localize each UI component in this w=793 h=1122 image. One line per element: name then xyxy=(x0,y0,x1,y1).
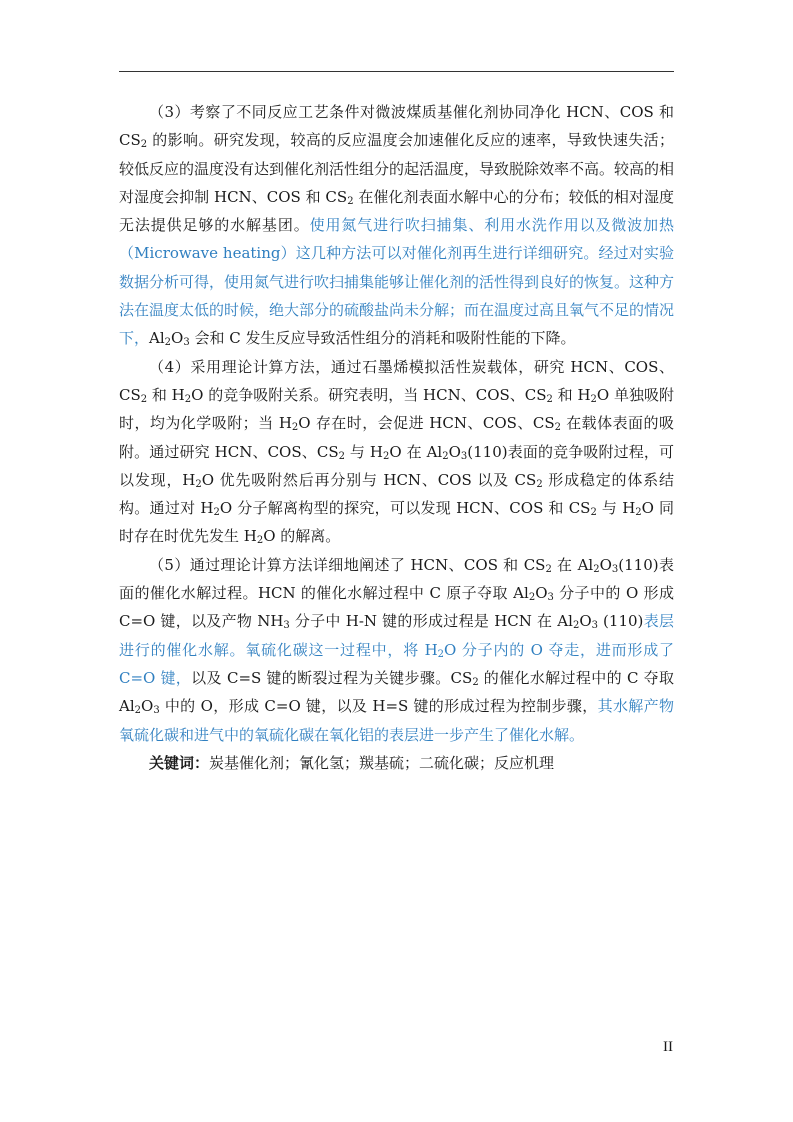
header-rule xyxy=(119,71,674,72)
paragraph-5: （5）通过理论计算方法详细地阐述了 HCN、COS 和 $CS_2$ 在 $Al_2O_3(110)$表面的催化水解过程。HCN 的催化水解过程中 C 原子夺取 $Al_2O_3$ 分子中的 O 形成 C=O 键，以及产物 $NH_3$ 分子中 H-N 键的形成过程是 HCN 在 $Al_2O_3$ (110)表层进行的催化水解。氧硫化碳这一过程中，将 $H_2O$ 分子内的 O 夺走，进而形成了 C=O 键，以及 C=S 键的断裂过程为关键步骤。$CS_2$ 的催化水解过程中的 C 夺取 $Al_2O_3$ 中的 O，形成 C=O 键，以及 H=S 键的形成过程为控制步骤，其水解产物氧硫化碳和进气中的氧硫化碳在氧化铝的表层进一步产生了催化水解。 xyxy=(119,555,674,744)
abstract-body xyxy=(119,98,674,777)
page-number: II xyxy=(663,1039,673,1055)
paragraph-3: （3）考察了不同反应工艺条件对微波煤质基催化剂协同净化 HCN、COS 和 $CS_2$ 的影响。研究发现，较高的反应温度会加速催化反应的速率，导致快速失活；较低反应的温度没有达到催化剂活性组分的起活温度，导致脱除效率不高。较高的相对湿度会抑制 HCN、COS 和 $CS_2$ 在催化剂表面水解中心的分布；较低的相对湿度无法提供足够的水解基团。使用氮气进行吹扫捕集、利用水洗作用以及微波加热（Microwave heating）这几种方法可以对催化剂再生进行详细研究。经过对实验数据分析可得，使用氮气进行吹扫捕集能够让催化剂的活性得到良好的恢复。这种方法在温度太低的时候，绝大部分的硫酸盐尚未分解；而在温度过高且氧气不足的情况下，$Al_2O_3$ 会和 C 发生反应导致活性组分的消耗和吸附性能的下降。 xyxy=(119,103,675,349)
keywords xyxy=(119,749,674,777)
paragraph-4: （4）采用理论计算方法，通过石墨烯模拟活性炭载体，研究 HCN、COS、$CS_2$ 和 $H_2O$ 的竞争吸附关系。研究表明，当 HCN、COS、$CS_2$ 和 $H_2O$ 单独吸附时，均为化学吸附；当 $H_2O$ 存在时，会促进 HCN、COS、$CS_2$ 在载体表面的吸附。通过研究 HCN、COS、$CS_2$ 与 $H_2O$ 在 $Al_2O_3(110)$表面的竞争吸附过程，可以发现，$H_2O$ 优先吸附然后再分别与 HCN、COS 以及 $CS_2$ 形成稳定的体系结构。通过对 $H_2O$ 分子解离构型的探究，可以发现 HCN、COS 和 $CS_2$ 与 $H_2O$ 同时存在时优先发生 $H_2O$ 的解离。 xyxy=(119,357,674,547)
keywords-text: 炭基催化剂；氰化氢；羰基硫；二硫化碳；反应机理 xyxy=(209,753,555,772)
keywords-label: 关键词： xyxy=(149,753,210,772)
